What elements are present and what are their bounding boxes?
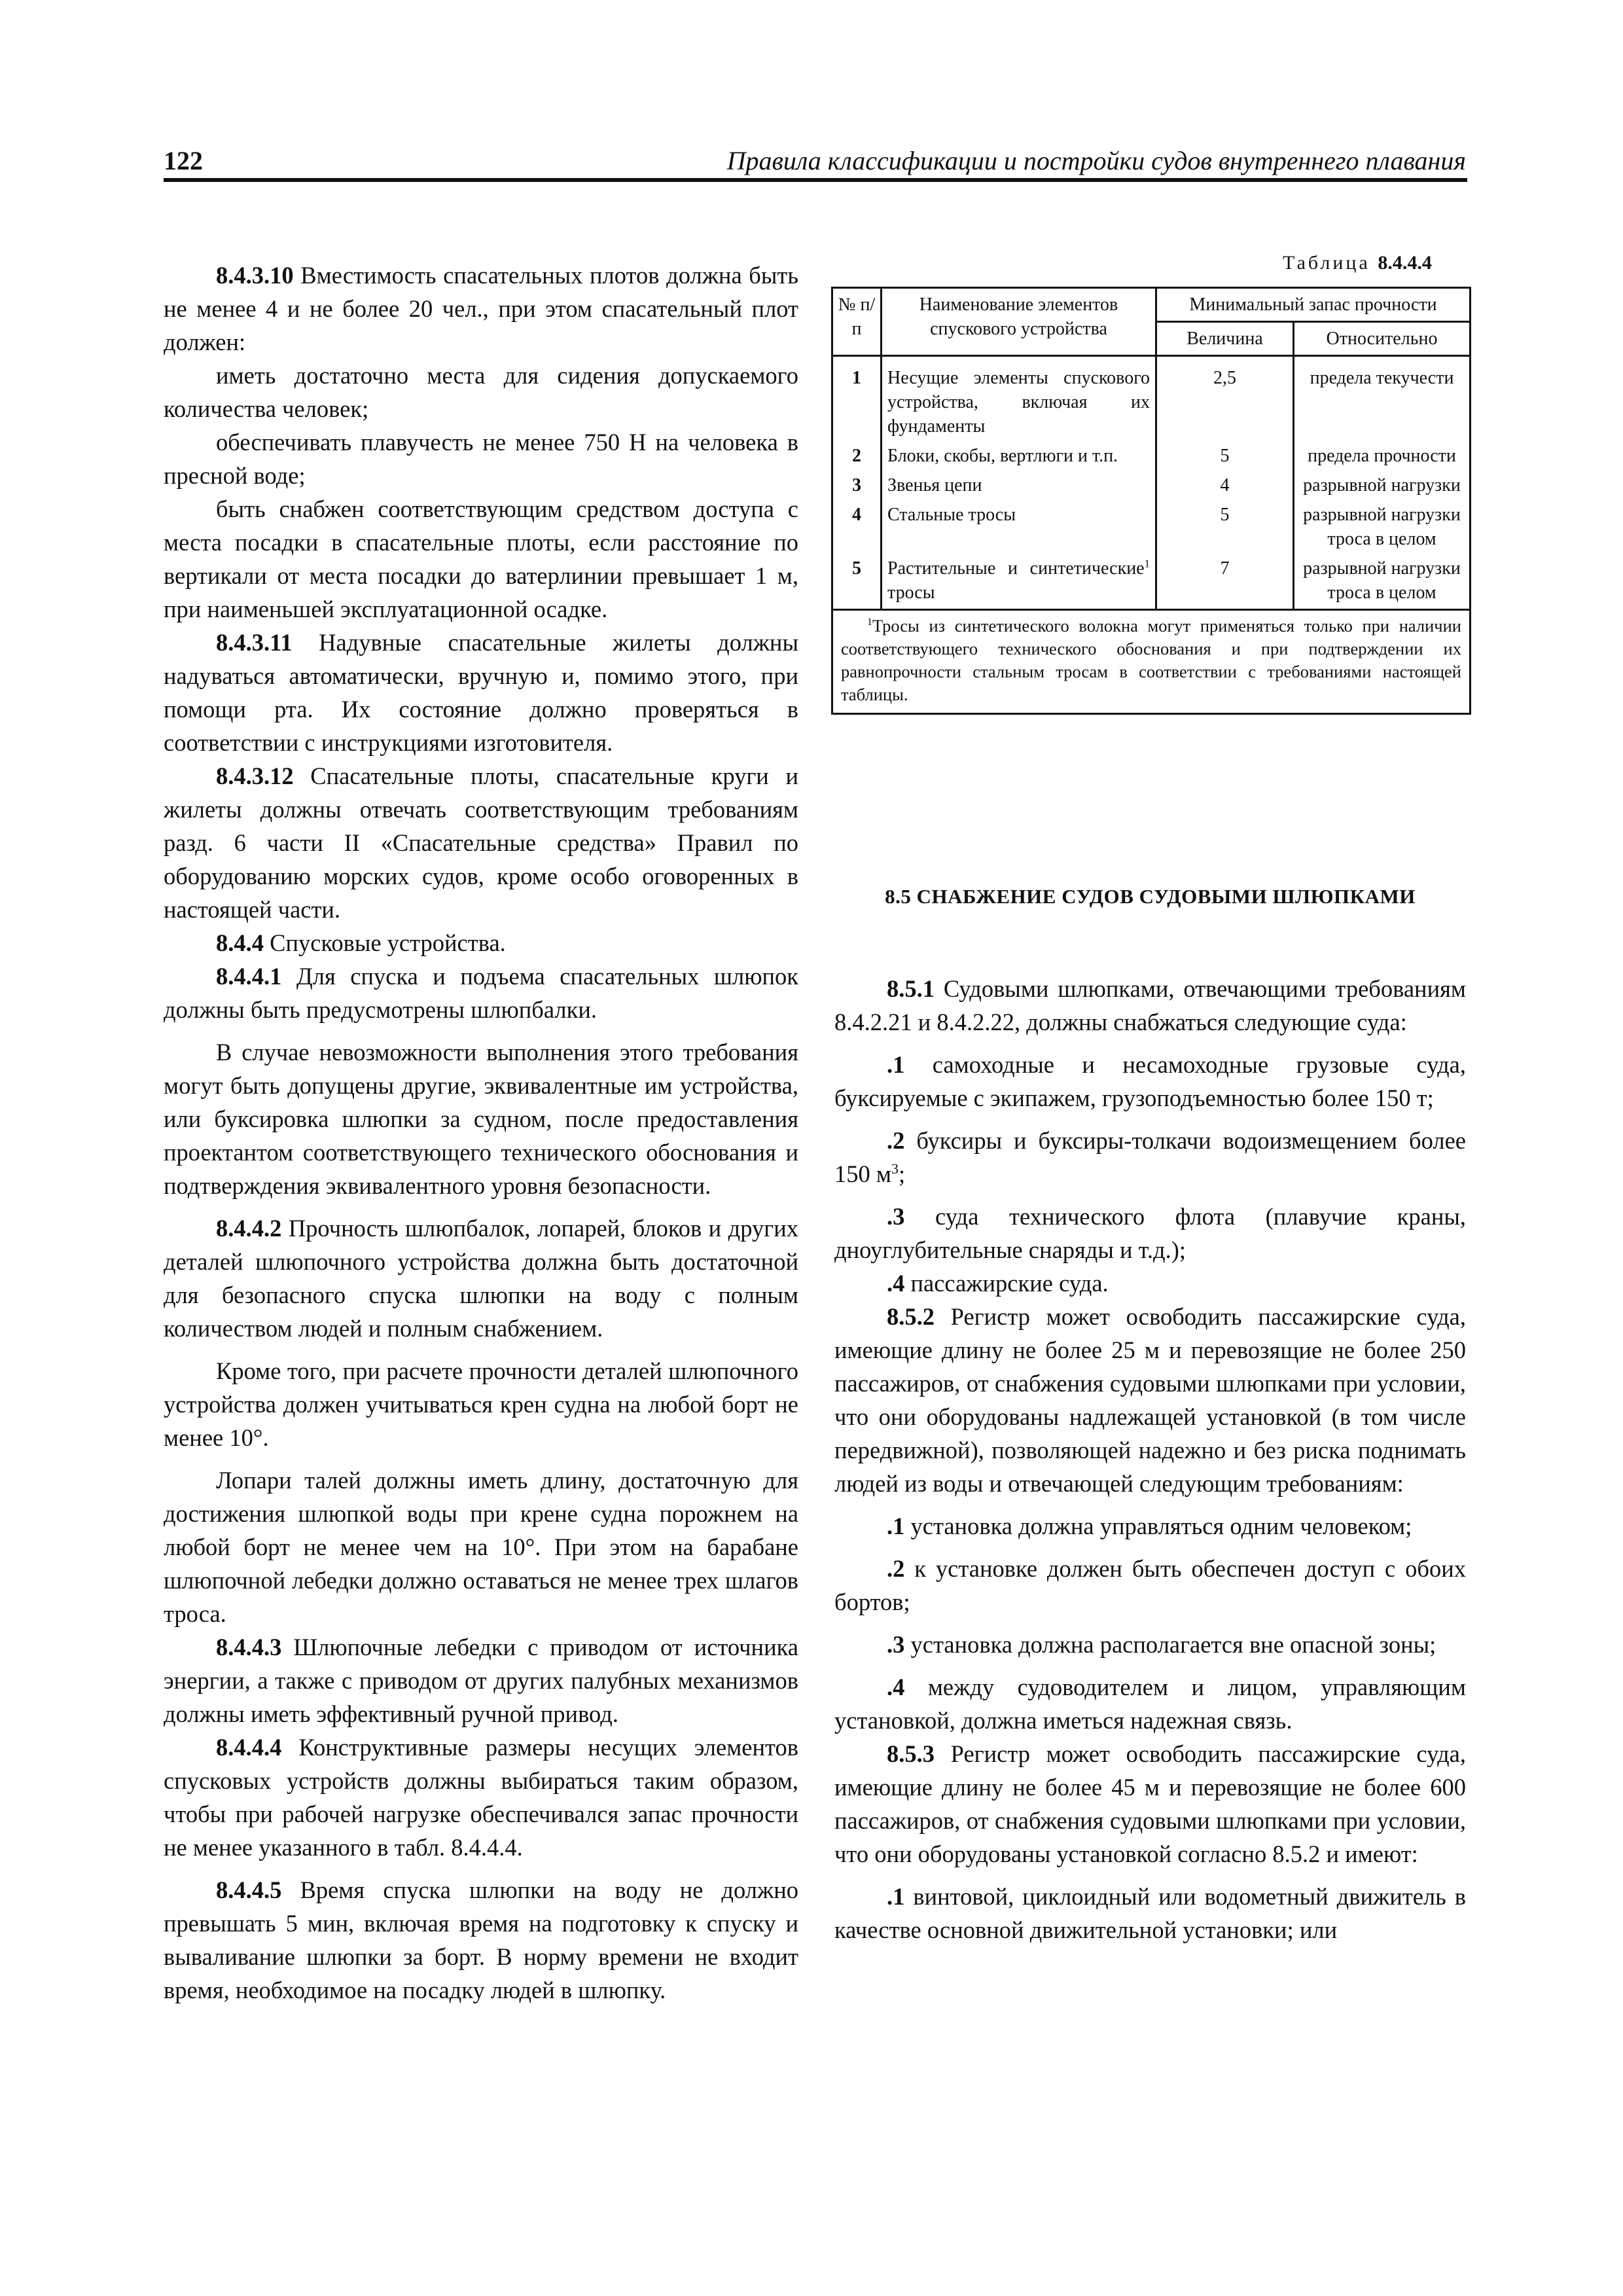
- table-row: 5 Растительные и синтетические$^1$ тросы 7 разрывной нагрузки троса в целом: [832, 554, 1471, 610]
- header-group: Минимальный запас прочности: [1156, 288, 1471, 322]
- paragraph: 8.4.4.4 Конструктивные размеры несущих элементов спусковых устройств должны выбираться таким образом, чтобы при рабочей нагрузке обеспечивался запас прочности не менее указанного в табл. 8.4.4.4.: [164, 1734, 798, 1861]
- right-column: [834, 972, 1466, 1946]
- running-title: Правила классификации и постройки судов внутреннего плавания: [726, 146, 1466, 175]
- paragraph: 8.4.3.11 Надувные спасательные жилеты должны надуваться автоматически, вручную и, помимо этого, при помощи рта. Их состояние должно проверяться в соответствии с инструкциями изготовителя.: [164, 629, 798, 756]
- header-relative: Относительно: [1294, 322, 1471, 356]
- table-caption: Таблица 8.4.4.4: [1283, 252, 1432, 274]
- paragraph: .2 буксиры и буксиры-толкачи водоизмещением более 150 $м^3$;: [834, 1127, 1466, 1187]
- paragraph: В случае невозможности выполнения этого требования могут быть допущены другие, эквивалентные им устройства, или буксировка шлюпки за судном, после предоставления проектантом соответствующего технического обоснования и подтверждения эквивалентного уровня безопасности.: [164, 1039, 798, 1199]
- table-row: 3 Звенья цепи 4 разрывной нагрузки: [832, 471, 1471, 500]
- paragraph: 8.5.2 Регистр может освободить пассажирские суда, имеющие длину не более 25 м и перевозящие не более 250 пассажиров, от снабжения судовыми шлюпками при условии, что они оборудованы надлежащей установкой (в том числе передвижной), позволяющей надежно и без риска поднимать людей из воды и отвечающей следующим требованиям:: [834, 1303, 1466, 1497]
- safety-factor-table: [831, 287, 1471, 715]
- paragraph: .1 установка должна управляться одним человеком;: [887, 1513, 1412, 1539]
- header-name: Наименование элементов спускового устройства: [882, 288, 1156, 356]
- header-num: № п/п: [832, 288, 882, 356]
- paragraph: .2 к установке должен быть обеспечен доступ с обоих бортов;: [834, 1555, 1466, 1615]
- table-footnote: $^1$Тросы из синтетического волокна могут применяться только при наличии соответствующего технического обоснования и при подтверждении их равнопрочности стальным тросам в соответствии с требованиями настоящей таблицы.: [832, 610, 1471, 714]
- paragraph: .1 винтовой, циклоидный или водометный движитель в качестве основной движительной установки; или: [834, 1883, 1466, 1943]
- paragraph: 8.4.4 Спусковые устройства.: [216, 929, 506, 956]
- left-column: [164, 259, 798, 2007]
- paragraph: .3 установка должна располагается вне опасной зоны;: [887, 1631, 1436, 1658]
- paragraph: .4 пассажирские суда.: [887, 1270, 1109, 1297]
- paragraph: 8.4.4.1 Для спуска и подъема спасательных шлюпок должны быть предусмотрены шлюпбалки.: [164, 963, 798, 1023]
- paragraph: 8.5.3 Регистр может освободить пассажирские суда, имеющие длину не более 45 м и перевозящие не более 600 пассажиров, от снабжения судовыми шлюпками при условии, что они оборудованы установкой согласно 8.5.2 и имеют:: [834, 1740, 1466, 1867]
- paragraph: иметь достаточно места для сидения допускаемого количества человек;: [164, 362, 798, 422]
- paragraph: обеспечивать плавучесть не менее 750 Н на человека в пресной воде;: [164, 429, 798, 489]
- table-row: 1 Несущие элементы спускового устройства, включая их фундаменты 2,5 предела текучести: [832, 356, 1471, 442]
- paragraph: 8.4.4.3 Шлюпочные лебедки с приводом от источника энергии, а также с приводом от других палубных механизмов должны иметь эффективный ручной привод.: [164, 1634, 798, 1727]
- header-rule: [164, 178, 1467, 182]
- paragraph: 8.4.4.2 Прочность шлюпбалок, лопарей, блоков и других деталей шлюпочного устройства должна быть достаточной для безопасного спуска шлюпки на воду с полным количеством людей и полным снабжением.: [164, 1215, 798, 1342]
- paragraph: .4 между судоводителем и лицом, управляющим установкой, должна иметься надежная связь.: [834, 1674, 1466, 1734]
- paragraph: 8.4.4.5 Время спуска шлюпки на воду не должно превышать 5 мин, включая время на подготовку к спуску и вываливание шлюпки за борт. В норму времени не входит время, необходимое на посадку людей в шлюпку.: [164, 1876, 798, 2003]
- paragraph: 8.5.1 Судовыми шлюпками, отвечающими требованиям 8.4.2.21 и 8.4.2.22, должны снабжаться следующие суда:: [834, 975, 1466, 1035]
- table-footnote-row: [832, 610, 1471, 714]
- paragraph: быть снабжен соответствующим средством доступа с места посадки в спасательные плоты, если расстояние по вертикали от места посадки до ватерлинии превышает 1 м, при наименьшей эксплуатационной осадке.: [164, 495, 798, 622]
- paragraph: 8.4.3.12 Спасательные плоты, спасательные круги и жилеты должны отвечать соответствующим требованиям разд. 6 части II «Спасательные средства» Правил по оборудованию морских судов, кроме особо оговоренных в настоящей части.: [164, 762, 798, 923]
- paragraph: Лопари талей должны иметь длину, достаточную для достижения шлюпкой воды при крене судна порожнем на любой борт не менее чем на 10°. При этом на барабане шлюпочной лебедки должно оставаться не менее трех шлагов троса.: [164, 1467, 798, 1627]
- table-row: 4 Стальные тросы 5 разрывной нагрузки троса в целом: [832, 500, 1471, 554]
- paragraph: .1 самоходные и несамоходные грузовые суда, буксируемые с экипажем, грузоподъемностью более 150 т;: [834, 1051, 1466, 1111]
- header-value: Величина: [1156, 322, 1294, 356]
- paragraph: 8.4.3.10 Вместимость спасательных плотов должна быть не менее 4 и не более 20 чел., при этом спасательный плот должен:: [164, 262, 798, 355]
- section-heading: 8.5 СНАБЖЕНИЕ СУДОВ СУДОВЫМИ ШЛЮПКАМИ: [885, 885, 1416, 908]
- table-row: 2 Блоки, скобы, вертлюги и т.п. 5 предела прочности: [832, 441, 1471, 471]
- page-number: 122: [164, 146, 203, 175]
- paragraph: Кроме того, при расчете прочности деталей шлюпочного устройства должен учитываться крен судна на любой борт не менее 10°.: [164, 1357, 798, 1451]
- page-header: [164, 145, 1466, 179]
- paragraph: .3 суда технического флота (плавучие краны, дноуглубительные снаряды и т.д.);: [834, 1203, 1466, 1263]
